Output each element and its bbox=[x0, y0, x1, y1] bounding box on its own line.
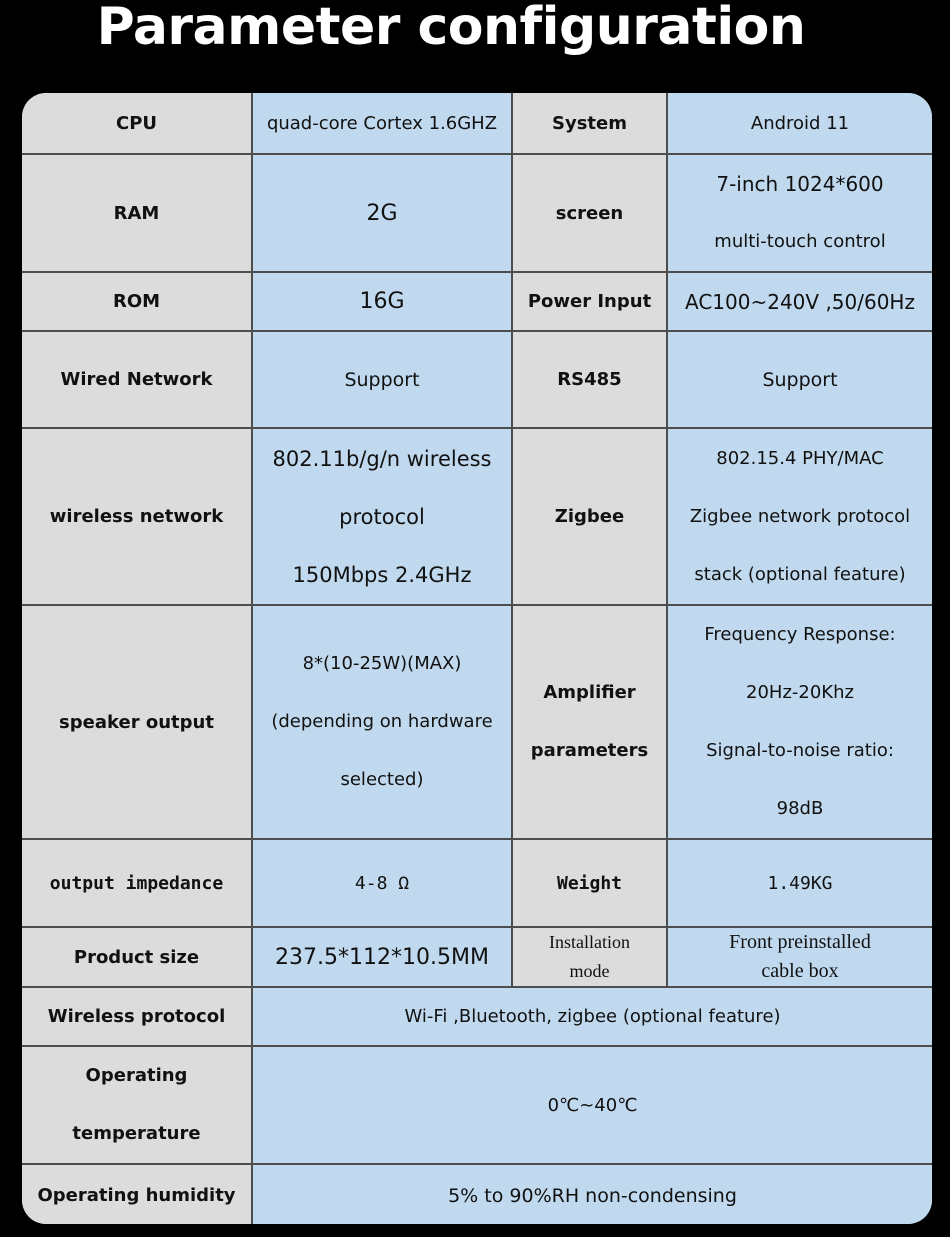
spec-key: Product size bbox=[22, 927, 252, 987]
page-title: Parameter configuration bbox=[96, 0, 806, 57]
key-line: Operating bbox=[85, 1065, 188, 1086]
spec-key: Wired Network bbox=[22, 331, 252, 428]
value-line: 802.15.4 PHY/MAC bbox=[716, 447, 884, 469]
value-line: Frequency Response: bbox=[704, 624, 896, 645]
table-row bbox=[22, 839, 932, 927]
spec-value: AC100~240V ,50/60Hz bbox=[667, 272, 932, 331]
spec-value: 237.5*112*10.5MM bbox=[252, 927, 512, 987]
value-line: 8*(10-25W)(MAX) bbox=[302, 653, 462, 674]
spec-key: Power Input bbox=[512, 272, 667, 331]
spec-key bbox=[22, 1046, 252, 1164]
key-line: temperature bbox=[72, 1123, 201, 1144]
table-row bbox=[22, 93, 932, 154]
spec-value: quad-core Cortex 1.6GHZ bbox=[252, 93, 512, 154]
spec-table-frame bbox=[22, 93, 932, 1224]
spec-key: Operating humidity bbox=[22, 1164, 252, 1224]
spec-value bbox=[667, 428, 932, 605]
table-row bbox=[22, 331, 932, 428]
spec-table bbox=[22, 93, 932, 1224]
value-line: 20Hz-20Khz bbox=[746, 682, 854, 703]
spec-value: 5% to 90%RH non-condensing bbox=[252, 1164, 932, 1224]
spec-value bbox=[667, 605, 932, 839]
value-line: protocol bbox=[339, 504, 425, 529]
spec-key bbox=[512, 605, 667, 839]
value-line: selected) bbox=[340, 769, 424, 790]
spec-key: wireless network bbox=[22, 428, 252, 605]
value-line: Front preinstalled bbox=[729, 931, 871, 953]
spec-value: 16G bbox=[252, 272, 512, 331]
table-row bbox=[22, 1046, 932, 1164]
value-line: 802.11b/g/n wireless bbox=[272, 446, 492, 471]
spec-value: 0℃~40℃ bbox=[252, 1046, 932, 1164]
value-line: 98dB bbox=[776, 798, 824, 819]
value-line: 150Mbps 2.4GHz bbox=[292, 562, 472, 587]
spec-value bbox=[667, 154, 932, 272]
value-line: cable box bbox=[761, 960, 839, 982]
spec-key: output impedance bbox=[22, 839, 252, 927]
spec-key: System bbox=[512, 93, 667, 154]
value-line: multi-touch control bbox=[714, 231, 886, 252]
spec-key bbox=[512, 927, 667, 987]
spec-key: ROM bbox=[22, 272, 252, 331]
spec-value: 2G bbox=[252, 154, 512, 272]
spec-key: Weight bbox=[512, 839, 667, 927]
table-row bbox=[22, 927, 932, 987]
value-line: stack (optional feature) bbox=[694, 563, 906, 585]
key-line: mode bbox=[569, 961, 610, 981]
spec-key: Wireless protocol bbox=[22, 987, 252, 1046]
key-line: parameters bbox=[530, 740, 649, 761]
table-row bbox=[22, 987, 932, 1046]
spec-value bbox=[667, 927, 932, 987]
spec-key: RS485 bbox=[512, 331, 667, 428]
table-row bbox=[22, 1164, 932, 1224]
spec-key: CPU bbox=[22, 93, 252, 154]
spec-value bbox=[252, 605, 512, 839]
table-row bbox=[22, 272, 932, 331]
spec-value: Support bbox=[252, 331, 512, 428]
spec-value: Android 11 bbox=[667, 93, 932, 154]
spec-value bbox=[252, 428, 512, 605]
table-row bbox=[22, 154, 932, 272]
value-line: Zigbee network protocol bbox=[689, 505, 911, 527]
value-line: (depending on hardware bbox=[271, 711, 493, 732]
key-line: Installation bbox=[549, 932, 630, 952]
table-row bbox=[22, 428, 932, 605]
spec-value: Support bbox=[667, 331, 932, 428]
spec-key: speaker output bbox=[22, 605, 252, 839]
value-line: Signal-to-noise ratio: bbox=[706, 740, 894, 761]
value-line: 7-inch 1024*600 bbox=[716, 172, 884, 196]
spec-value: 4-8 Ω bbox=[252, 839, 512, 927]
spec-key: Zigbee bbox=[512, 428, 667, 605]
key-line: Amplifier bbox=[543, 682, 636, 703]
table-row bbox=[22, 605, 932, 839]
spec-value: 1.49KG bbox=[667, 839, 932, 927]
spec-key: RAM bbox=[22, 154, 252, 272]
spec-value: Wi-Fi ,Bluetooth, zigbee (optional feature) bbox=[252, 987, 932, 1046]
spec-key: screen bbox=[512, 154, 667, 272]
